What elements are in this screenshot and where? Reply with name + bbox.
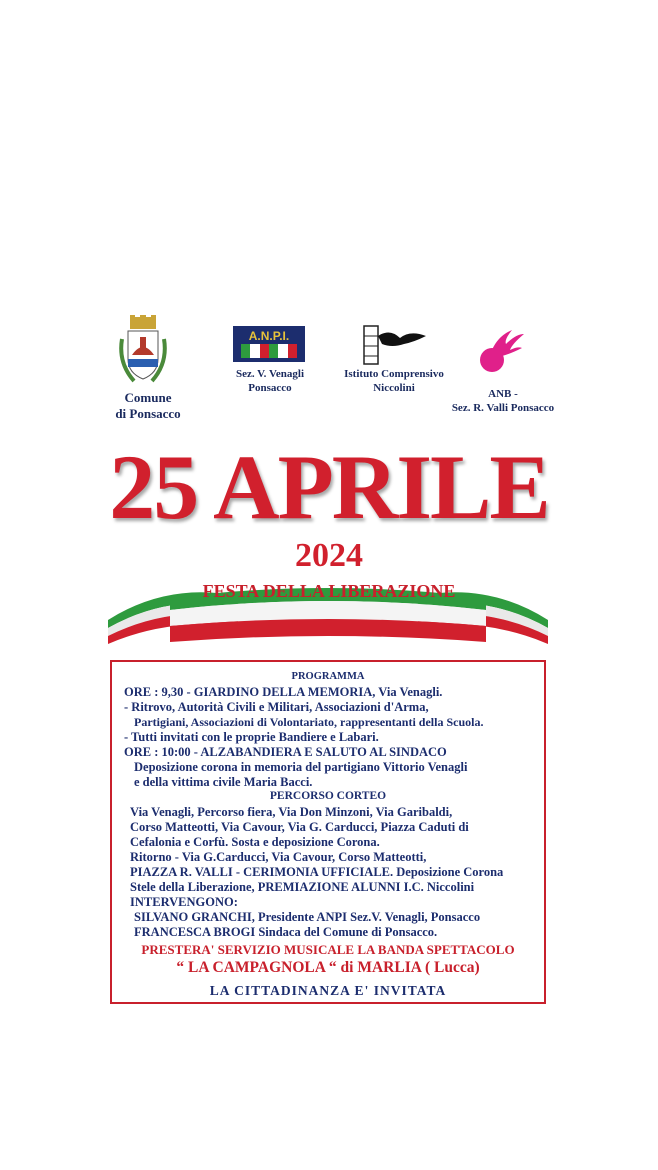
- music-line-1: PRESTERA' SERVIZIO MUSICALE LA BANDA SPETTACOLO: [141, 942, 515, 957]
- percorso-line: INTERVENGONO:: [130, 895, 238, 909]
- percorso-line: SILVANO GRANCHI, Presidente ANPI Sez.V. Venagli, Ponsacco: [134, 910, 481, 924]
- anb-flame-emblem: [472, 322, 528, 376]
- percorso-heading: PERCORSO CORTEO: [269, 790, 387, 802]
- subtitle-festa: FESTA DELLA LIBERAZIONE: [202, 581, 456, 601]
- percorso-line: Corso Matteotti, Via Cavour, Via G. Carducci, Piazza Caduti di: [130, 820, 469, 834]
- program-line: ORE : 9,30 - GIARDINO DELLA MEMORIA, Via Venagli.: [124, 685, 443, 699]
- program-line: e della vittima civile Maria Bacci.: [134, 775, 313, 789]
- program-line: - Ritrovo, Autorità Civili e Militari, Associazioni d'Arma,: [124, 700, 429, 714]
- program-line: Partigiani, Associazioni di Volontariato, rappresentanti della Scuola.: [134, 715, 484, 729]
- anpi-caption: Sez. V. Venagli Ponsacco: [235, 368, 305, 394]
- percorso-line: Stele della Liberazione, PREMIAZIONE ALUNNI I.C. Niccolini: [130, 880, 475, 894]
- program-line: - Tutti invitati con le proprie Bandiere e Labari.: [124, 730, 379, 744]
- comune-caption: Comune di Ponsacco: [115, 390, 181, 422]
- percorso-line: Cefalonia e Corfù. Sosta e deposizione Corona.: [130, 835, 380, 849]
- percorso-line: FRANCESCA BROGI Sindaca del Comune di Ponsacco.: [134, 925, 438, 939]
- anb-caption: ANB - Sez. R. Valli Ponsacco: [451, 388, 555, 414]
- comune-coat-of-arms: [116, 315, 170, 387]
- percorso-line: PIAZZA R. VALLI - CERIMONIA UFFICIALE. Deposizione Corona: [130, 865, 504, 879]
- main-title: 25 APRILE: [109, 436, 549, 538]
- year-title: 2024: [295, 537, 363, 574]
- anpi-badge: A.N.P.I.: [233, 326, 305, 362]
- istituto-logo: [360, 322, 430, 366]
- closing-invitation: LA CITTADINANZA E' INVITATA: [209, 983, 447, 998]
- program-line: ORE : 10:00 - ALZABANDIERA E SALUTO AL SINDACO: [124, 745, 447, 759]
- music-line-2: “ LA CAMPAGNOLA “ di MARLIA ( Lucca): [176, 959, 480, 976]
- program-heading: PROGRAMMA: [291, 671, 365, 682]
- istituto-caption: Istituto Comprensivo Niccolini: [344, 368, 444, 394]
- program-line: Deposizione corona in memoria del partigiano Vittorio Venagli: [134, 760, 468, 774]
- percorso-line: Via Venagli, Percorso fiera, Via Don Minzoni, Via Garibaldi,: [130, 805, 453, 819]
- percorso-line: Ritorno - Via G.Carducci, Via Cavour, Corso Matteotti,: [130, 850, 427, 864]
